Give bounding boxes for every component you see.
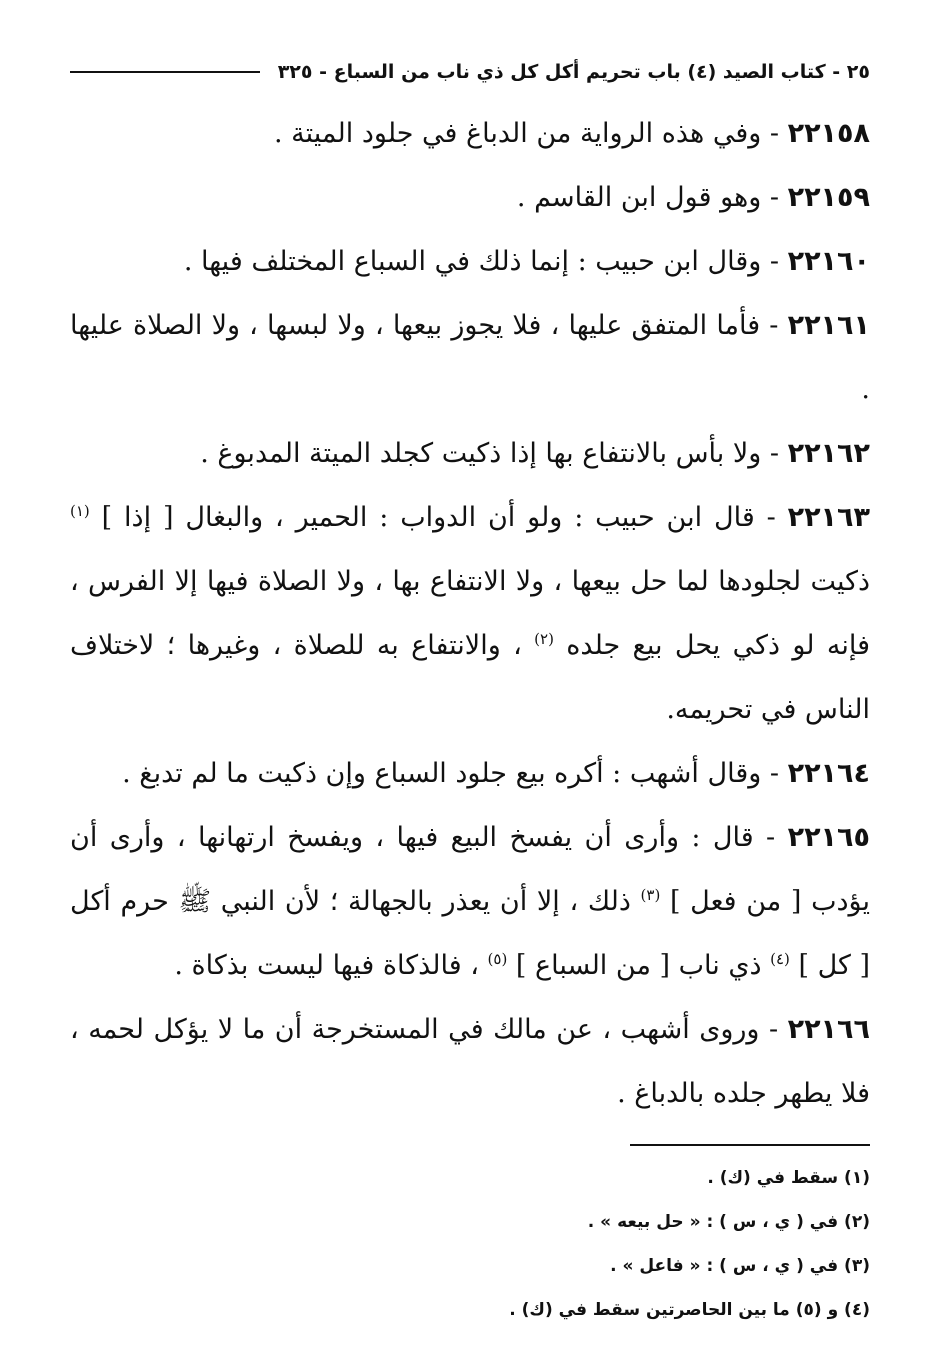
footnote-marker: (٣) — [640, 886, 661, 904]
footnotes — [70, 1156, 870, 1332]
paragraph-number: ٢٢١٦٣ — [787, 502, 870, 533]
footnote-4: (٤) و (٥) ما بين الحاصرتين سقط في (ك) . — [509, 1300, 870, 1320]
paragraph-number: ٢٢١٥٨ — [787, 118, 870, 149]
footnote-marker: (١) — [70, 502, 90, 520]
paragraph-text: - وقال أشهب : أكره بيع جلود السباع وإن ذكيت ما لم تدبغ . — [122, 758, 788, 789]
paragraph-text: ، والانتفاع به للصلاة ، وغيرها ؛ لاختلاف الناس في تحريمه. — [70, 630, 870, 725]
paragraph-text: - ولا بأس بالانتفاع بها إذا ذكيت كجلد الميتة المدبوغ . — [200, 438, 788, 469]
footnote-marker: (٤) — [770, 950, 790, 968]
paragraph-text: - فأما المتفق عليها ، فلا يجوز بيعها ، ولا لبسها ، ولا الصلاة عليها . — [70, 310, 870, 405]
paragraph-text: - قال : وأرى أن يفسخ البيع فيها ، ويفسخ ارتهانها ، وأرى أن يؤدب [ من فعل ] — [70, 822, 870, 917]
paragraph-text: ذي ناب [ من السباع ] — [507, 950, 771, 981]
footnote-2: (٢) في ( ي ، س ) : « حل بيعه » . — [587, 1212, 870, 1232]
paragraph-text: - وهو قول ابن القاسم . — [516, 182, 788, 213]
paragraph-number: ٢٢١٦٠ — [787, 246, 870, 277]
footnote-1: (١) سقط في (ك) . — [707, 1168, 870, 1188]
paragraph-text: - وفي هذه الرواية من الدباغ في جلود الميتة . — [274, 118, 788, 149]
paragraph-22164 — [70, 742, 870, 806]
body-text — [70, 102, 870, 1126]
footnote-rule — [630, 1144, 870, 1146]
paragraph-text: ، فالذكاة فيها ليست بذكاة . — [174, 950, 488, 981]
paragraph-number: ٢٢١٦٦ — [787, 1014, 870, 1045]
footnote-marker: (٢) — [534, 630, 554, 648]
running-header — [70, 52, 870, 92]
paragraph-number: ٢٢١٦١ — [787, 310, 870, 341]
paragraph-number: ٢٢١٦٤ — [787, 758, 870, 789]
footnote-marker: (٥) — [487, 950, 508, 968]
header-rule — [70, 71, 260, 73]
paragraph-text: - وروى أشهب ، عن مالك في المستخرجة أن ما لا يؤكل لحمه ، فلا يطهر جلده بالدباغ . — [70, 1014, 870, 1109]
paragraph-text: ذكيت لجلودها لما حل بيعها ، ولا الانتفاع بها ، ولا الصلاة فيها إلا الفرس ، فإنه لو ذكي يحل بيع جلده — [70, 566, 870, 661]
paragraph-22165 — [70, 806, 870, 998]
footnote-3: (٣) في ( ي ، س ) : « فاعل » . — [610, 1256, 870, 1276]
paragraph-22163 — [70, 486, 870, 742]
paragraph-number: ٢٢١٦٥ — [787, 822, 870, 853]
paragraph-text: - قال ابن حبيب : ولو أن الدواب : الحمير ، والبغال [ إذا ] — [89, 502, 788, 533]
paragraph-22166 — [70, 998, 870, 1126]
document-page — [70, 52, 870, 1332]
paragraph-number: ٢٢١٥٩ — [787, 182, 870, 213]
paragraph-number: ٢٢١٦٢ — [787, 438, 870, 469]
paragraph-text: ذلك ، إلا أن يعذر بالجهالة ؛ لأن النبي ﷺ حرم أكل [ كل ] — [70, 886, 870, 981]
paragraph-22159 — [70, 166, 870, 230]
paragraph-22158 — [70, 102, 870, 166]
paragraph-22160 — [70, 230, 870, 294]
paragraph-text: - وقال ابن حبيب : إنما ذلك في السباع المختلف فيها . — [183, 246, 788, 277]
running-header-title: ٢٥ - كتاب الصيد (٤) باب تحريم أكل كل ذي ناب من السباع - ٣٢٥ — [277, 61, 870, 83]
paragraph-22161 — [70, 294, 870, 422]
paragraph-22162 — [70, 422, 870, 486]
